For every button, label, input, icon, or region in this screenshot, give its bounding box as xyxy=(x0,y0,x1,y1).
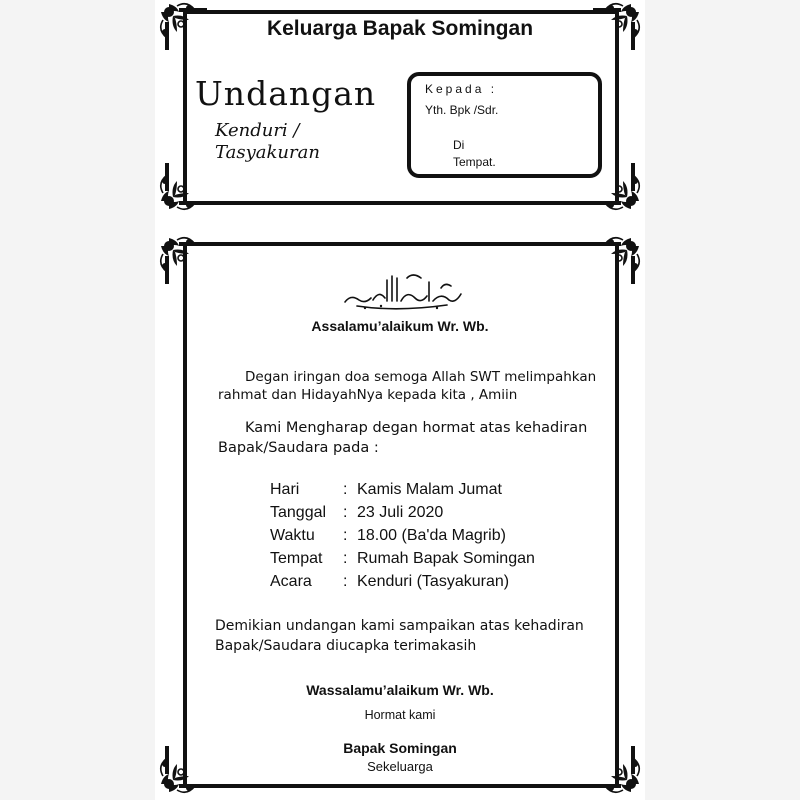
signature-family: Sekeluarga xyxy=(367,759,433,774)
detail-value-acara: Kenduri (Tasyakuran) xyxy=(357,573,510,590)
signature-name: Bapak Somingan xyxy=(343,740,457,756)
closing-line-2: Bapak/Saudara diucapka terimakasih xyxy=(215,638,477,654)
background-left xyxy=(0,0,155,800)
paragraph-1-line-2: rahmat dan HidayahNya kepada kita , Amiin xyxy=(218,387,518,403)
detail-label-acara: Acara xyxy=(270,573,312,590)
opening-salam: Assalamu’alaikum Wr. Wb. xyxy=(311,318,489,334)
paragraph-2-line-2: Bapak/Saudara pada : xyxy=(218,440,379,456)
closing-line-1: Demikian undangan kami sampaikan atas kehadiran xyxy=(215,618,584,634)
floral-corner-ornament-icon xyxy=(159,236,207,284)
detail-value-tempat: Rumah Bapak Somingan xyxy=(357,550,535,567)
floral-corner-ornament-icon xyxy=(593,236,641,284)
paragraph-2-line-1: Kami Mengharap degan hormat atas kehadiran xyxy=(245,420,588,436)
address-box xyxy=(407,72,602,178)
regards-text: Hormat kami xyxy=(364,708,436,722)
detail-label-waktu: Waktu xyxy=(270,527,315,544)
address-tempat: Tempat. xyxy=(453,155,496,169)
letter-card xyxy=(157,230,643,800)
closing-salam: Wassalamu’alaikum Wr. Wb. xyxy=(306,682,494,698)
detail-label-hari: Hari xyxy=(270,481,300,498)
family-title: Keluarga Bapak Somingan xyxy=(266,17,534,40)
detail-value-tanggal: 23 Juli 2020 xyxy=(357,504,444,521)
detail-label-tanggal: Tanggal xyxy=(270,504,327,521)
envelope-card xyxy=(157,0,643,215)
paragraph-1-line-1: Degan iringan doa semoga Allah SWT melimpahkan xyxy=(245,369,597,385)
address-kepada: Kepada : xyxy=(425,82,498,96)
detail-label-tempat: Tempat xyxy=(270,550,323,567)
event-type-line-1: Kenduri / xyxy=(215,120,300,141)
address-di: Di xyxy=(453,138,465,152)
bismillah-calligraphy-icon xyxy=(337,268,467,312)
floral-corner-ornament-icon xyxy=(159,163,207,211)
detail-separator: : xyxy=(343,573,348,590)
detail-separator: : xyxy=(343,550,348,567)
detail-separator: : xyxy=(343,481,348,498)
detail-value-hari: Kamis Malam Jumat xyxy=(357,481,502,498)
detail-separator: : xyxy=(343,504,348,521)
address-recipient: Yth. Bpk /Sdr. xyxy=(425,103,499,117)
invitation-title: Undangan xyxy=(195,74,377,113)
background-right xyxy=(645,0,800,800)
event-type-line-2: Tasyakuran xyxy=(215,142,320,163)
detail-value-waktu: 18.00 (Ba'da Magrib) xyxy=(357,527,506,544)
detail-separator: : xyxy=(343,527,348,544)
